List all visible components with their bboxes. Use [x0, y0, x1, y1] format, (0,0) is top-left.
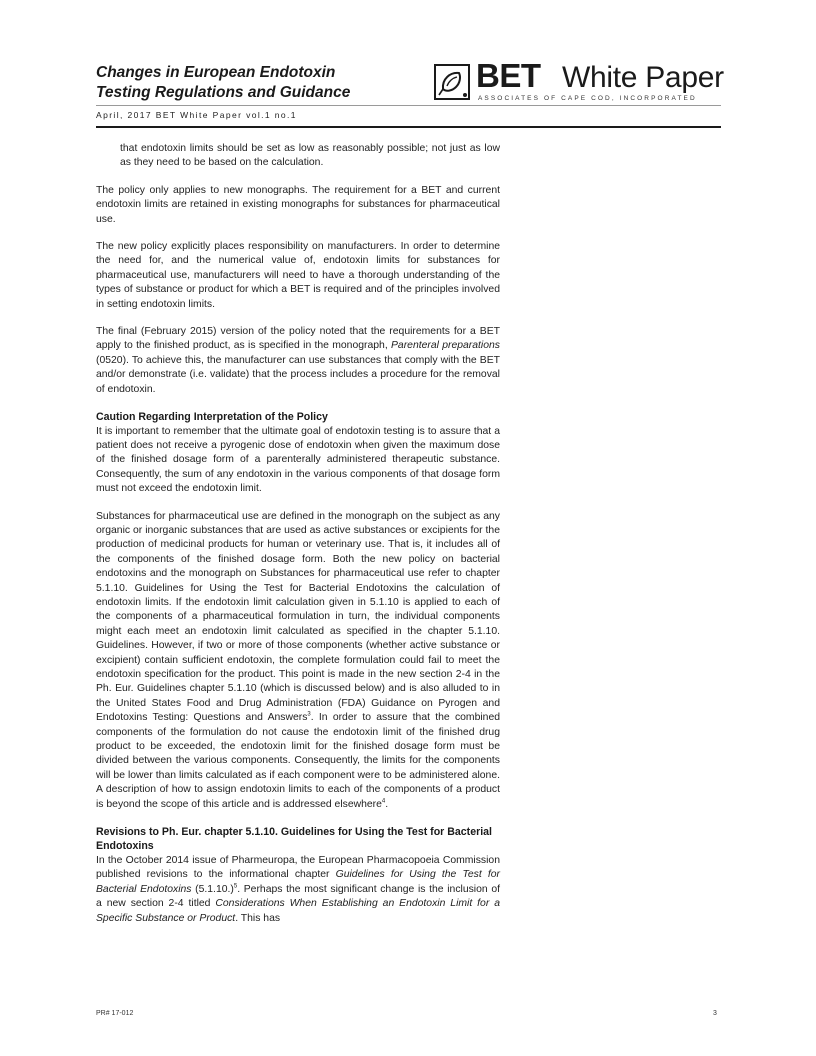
footer-document-number: PR# 17-012	[96, 1010, 134, 1017]
logo-company-name: ASSOCIATES OF CAPE COD, INCORPORATED	[478, 95, 697, 102]
horseshoe-crab-logo-icon	[434, 64, 470, 100]
logo-white-paper-text: White Paper	[562, 61, 724, 94]
title-line-1: Changes in European Endotoxin	[96, 64, 336, 81]
logo-bet-text: BET	[476, 57, 541, 94]
paragraph: The final (February 2015) version of the policy noted that the requirements for a BET apply to the finished product, as is specified in the monograph, Parenteral preparations (0520). To achieve this, the manufacturer can use substances that comply with the BET and/or demonstrate (i.e. validate) that the process includes a procedure for the removal of endotoxin.	[96, 326, 500, 395]
footnote-ref: 4	[381, 798, 386, 805]
header-divider-thick	[96, 126, 721, 128]
paragraph: Substances for pharmaceutical use are defined in the monograph on the subject as any organic or inorganic substances that are used as active substances or excipients for the production of medicinal products for human or veterinary use. That is, it includes all of the components of the finished dosage form. Both the new policy on bacterial endotoxins and the monograph on Substances for pharmaceutical use refer to chapter 5.1.10. Guidelines for Using the Test for Bacterial Endotoxins the calculation of endotoxin limits. If the endotoxin limit calculation given in 5.1.10 is applied to each of the components of a pharmaceutical formulation in turn, the individual components might each meet an endotoxin limit calculated as specified in the chapter 5.1.10. Guidelines. However, if two or more of those components (whether active substance or excipient) contain sufficient endotoxin, the complete formulation could fail to meet the endotoxin specification for the product. This point is made in the new section 2-4 in the Ph. Eur. Guidelines chapter 5.1.10 (which is discussed below) and is also alluded to in the United States Food and Drug Administration (FDA) Guidance on Pyrogen and Endotoxins Testing: Questions and Answers$^3$. In order to assure that the combined components of the formulation do not cause the endotoxin limit of the finished drug product to be exceeded, the endotoxin limit for the finished dosage form must be divided between the various components. Consequently, the limits for the components will be lower than limits calculated as if each component were to be administered alone. A description of how to assign endotoxin limits to each of the components of a product is beyond the scope of this article and is addressed elsewhere$^4$.	[96, 510, 500, 810]
page-number: 3	[713, 1010, 717, 1017]
document-title	[96, 63, 350, 103]
footnote-ref: 3	[307, 711, 311, 718]
paragraph: It is important to remember that the ultimate goal of endotoxin testing is to assure that a patient does not receive a pyrogenic dose of endotoxin when given the maximum dose of the finished dosage form of a parenterally administered therapeutic substance. Consequently, the sum of any endotoxin in the various components of that dosage form must not exceed the endotoxin limit.	[96, 425, 500, 495]
article-body	[96, 142, 500, 939]
paragraph: The policy only applies to new monographs. The requirement for a BET and current endotoxin limits are retained in existing monographs for substances for pharmaceutical use.	[96, 184, 500, 225]
bet-white-paper-logo	[434, 57, 724, 104]
paragraph: In the October 2014 issue of Pharmeuropa, the European Pharmacopoeia Commission published revisions to the informational chapter Guidelines for Using the Test for Bacterial Endotoxins $(5.1.10.)^5$. Perhaps the most significant change is the inclusion of a new section 2-4 titled Considerations When Establishing an Endotoxin Limit for a Specific Substance or Product. This has	[96, 854, 501, 924]
paragraph: The new policy explicitly places responsibility on manufacturers. In order to determine the need for, and the numerical value of, endotoxin limits for substances for pharmaceutical use, manufacturers will need to have a thorough understanding of the types of substance or product for which a BET is required and of the principles involved in setting endotoxin limits.	[96, 241, 500, 310]
section-heading-revisions: Revisions to Ph. Eur. chapter 5.1.10. Guidelines for Using the Test for Bacterial Endotoxins	[96, 826, 492, 853]
paragraph-continued: that endotoxin limits should be set as low as reasonably possible; not just as low as they need to be based on the calculation.	[120, 143, 500, 169]
header-divider-thin	[96, 105, 721, 106]
issue-line: April, 2017 BET White Paper vol.1 no.1	[96, 110, 297, 120]
section-heading-caution: Caution Regarding Interpretation of the Policy	[96, 411, 328, 424]
footnote-ref: 5	[233, 883, 238, 890]
title-line-2: Testing Regulations and Guidance	[96, 84, 351, 101]
